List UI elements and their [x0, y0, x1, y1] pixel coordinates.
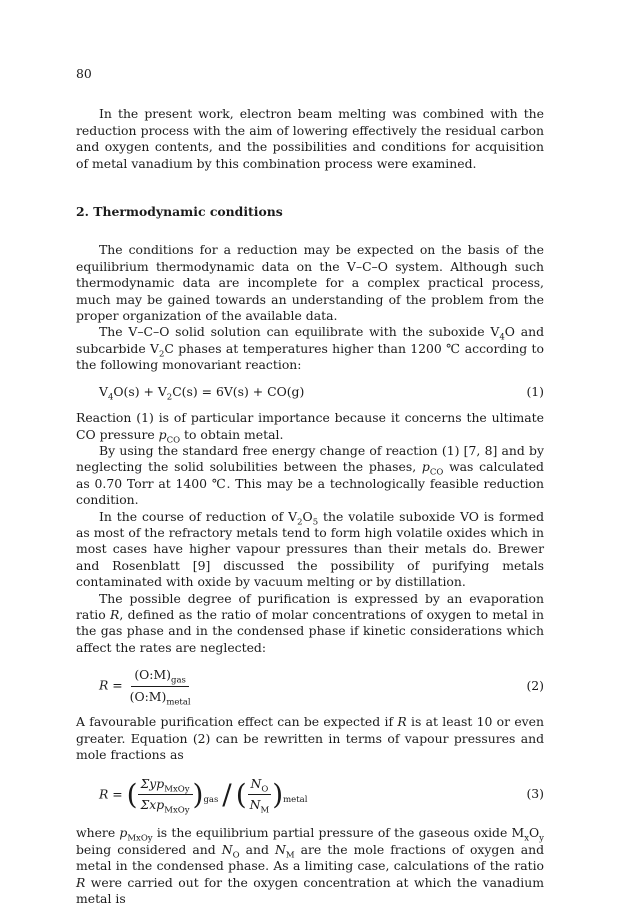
paragraph-course-of-reduction: In the course of reduction of $V_2O_5$ the volatile suboxide VO is formed as most of the refractory metals tend to form high volatile oxides which in most cases have higher vapour pressures than their metals do. Brewer and Rosenblatt [9] discussed the possibility of purifying metals contaminated with oxide by vacuum melting or by distillation.: [76, 508, 545, 590]
equation-2: [76, 666, 544, 706]
equation-3-body: R = ( $\frac{\Sigma yp_{MxOy}}{\Sigma xp_{MxOy}}$ )$_{gas}$ / ( $\frac{N_O}{N_M}$ )$_{metal}$: [99, 775, 308, 816]
equation-2-fraction: $\frac{(O:M)_{gas}}{(O:M)_{metal}}$: [129, 667, 191, 708]
section-heading: 2. Thermodynamic conditions: [76, 204, 283, 220]
equation-3-gas-fraction: $\frac{\Sigma yp_{MxOy}}{\Sigma xp_{MxOy}}$: [138, 776, 193, 814]
equation-1-number: (1): [526, 383, 544, 399]
equation-1: [76, 383, 544, 403]
paragraph-where: where $p_{MxOy}$ is the equilibrium partial pressure of the gaseous oxide $M_xO_y$ being considered and $N_O$ and $N_M$ are the mole fractions of oxygen and metal in the condensed phase. As a limiting case, calculations of the ratio R were carried out for the oxygen concentration at which the vanadium metal is: [76, 825, 544, 907]
equation-3-number: (3): [526, 786, 544, 802]
paragraph-evaporation-ratio: The possible degree of purification is expressed by an evaporation ratio R, defined as the ratio of molar concentrations of oxygen to metal in the gas phase and in the condensed phase if kinetic considerations which affect the rates are neglected:: [76, 590, 545, 655]
equation-3: [76, 771, 544, 817]
paragraph-reaction: Reaction (1) is of particular importance because it concerns the ultimate CO pressure $p_{CO}$ to obtain metal.: [76, 410, 544, 445]
equation-1-body: $V_4O(s) + V_2C(s) = 6V(s) + CO(g)$: [99, 383, 305, 403]
equation-2-body: R = $\frac{(O:M)_{gas}}{(O:M)_{metal}}$: [99, 667, 514, 705]
paragraph-standard-free-energy: By using the standard free energy change of reaction (1) [7, 8] and by neglecting the solid solubilities between the phases, $p_{CO}$ was calculated as 0.70 Torr at 1400 ℃. This may be a technologically feasible reduction condition.: [76, 442, 544, 508]
equation-2-number: (2): [526, 677, 544, 693]
paragraph-solid-solution: The V–C–O solid solution can equilibrate with the suboxide $V_4O$ and subcarbide $V_2C$ phases at temperatures higher than 1200 ℃ according to the following monovariant reaction:: [76, 324, 544, 373]
paragraph-intro: In the present work, electron beam melting was combined with the reduction process with the aim of lowering effectively the residual carbon and oxygen contents, and the possibilities and conditions for acquisition of metal vanadium by this combination process were examined.: [76, 106, 544, 171]
paragraph-favourable: A favourable purification effect can be expected if R is at least 10 or even greater. Equation (2) can be rewritten in terms of vapour pressures and mole fractions as: [76, 714, 544, 762]
page-number: 80: [76, 66, 92, 81]
equation-3-metal-fraction: $\frac{N_O}{N_M}$: [247, 776, 273, 814]
paragraph-conditions: The conditions for a reduction may be expected on the basis of the equilibrium thermodynamic data on the V–C–O system. Although such thermodynamic data are incomplete for a complex practical process, much may be gained towards an understanding of the problem from the proper organization of the available data.: [76, 242, 544, 324]
